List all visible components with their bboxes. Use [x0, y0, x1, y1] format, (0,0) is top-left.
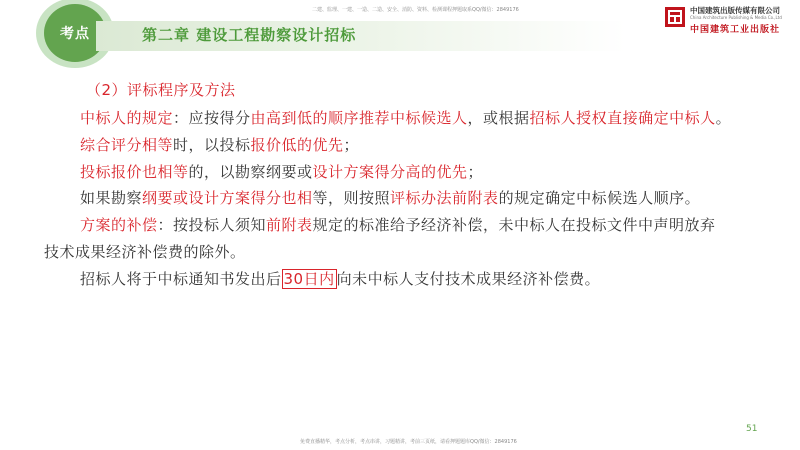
emphasis-segment: 设计方案得分高的优先 — [312, 163, 468, 181]
text-segment: 的，以勘察纲要或 — [188, 163, 313, 181]
text-segment: 时，以投标 — [173, 136, 251, 154]
publisher-logo — [664, 5, 794, 35]
text-segment: ； — [343, 136, 360, 154]
top-watermark: 二建、监理、一建、一造、二造、安全、消防、资料、检测课程押题取系QQ/微信：2849176 — [312, 7, 519, 13]
emphasis-segment: 综合评分相等 — [80, 136, 174, 154]
text-segment: 如果勘察 — [80, 189, 143, 207]
text-segment: ； — [467, 163, 484, 181]
text-segment: 向未中标人支付技术成果经济补偿费。 — [336, 270, 601, 288]
text-segment: ：应按得分 — [173, 109, 251, 127]
emphasis-segment: 报价低的优先 — [250, 136, 344, 154]
paragraph-line-3 — [80, 161, 483, 182]
term-compensation: 方案的补偿 — [80, 216, 158, 234]
emphasis-segment: 招标人授权直接确定中标人 — [529, 109, 716, 127]
topic-badge-label: 考点 — [60, 26, 90, 42]
publisher-name-en: China Architecture Publishing & Media Co.,Ltd — [690, 15, 782, 20]
text-segment: 规定的标准给予经济补偿，未中标人在投标文件中声明放弃 — [312, 216, 716, 234]
text-segment: 等，则按照 — [312, 189, 391, 207]
publisher-name-script: 中国建筑工业出版社 — [690, 25, 781, 35]
publisher-emblem-icon — [664, 5, 686, 29]
page-number: 51 — [746, 424, 758, 434]
paragraph-line-6: 技术成果经济补偿费的除外。 — [44, 243, 246, 261]
text-segment: ：按投标人须知 — [157, 216, 267, 234]
text-segment: 招标人将于中标通知书发出后 — [80, 270, 282, 288]
paragraph-line-7 — [80, 268, 600, 289]
text-segment: 。 — [715, 109, 732, 127]
paragraph-line-2 — [80, 134, 359, 155]
section-subtitle: （2）评标程序及方法 — [86, 81, 236, 99]
term-winner-rule: 中标人的规定 — [80, 109, 174, 127]
text-segment: ，或根据 — [467, 109, 530, 127]
emphasis-segment: 纲要或设计方案得分也相 — [142, 189, 313, 207]
deadline-highlight: 30日内 — [283, 270, 335, 288]
emphasis-segment: 前附表 — [266, 216, 313, 234]
paragraph-line-5 — [80, 214, 716, 235]
chapter-title: 第二章 建设工程勘察设计招标 — [142, 26, 357, 44]
emphasis-segment: 投标报价也相等 — [80, 163, 189, 181]
publisher-name-cn: 中国建筑出版传媒有限公司 — [690, 6, 780, 15]
bottom-watermark: 免费直播精华，考点分析，考点串讲，习题精讲，考前三页纸，请看押题题库QQ/微信：2849176 — [300, 439, 517, 445]
text-segment: 的规定确定中标候选人顺序。 — [498, 189, 701, 207]
paragraph-line-4 — [80, 187, 700, 208]
paragraph-line-1 — [80, 107, 731, 128]
emphasis-segment: 由高到低的顺序推荐中标候选人 — [250, 109, 468, 127]
emphasis-segment: 评标办法前附表 — [390, 189, 499, 207]
